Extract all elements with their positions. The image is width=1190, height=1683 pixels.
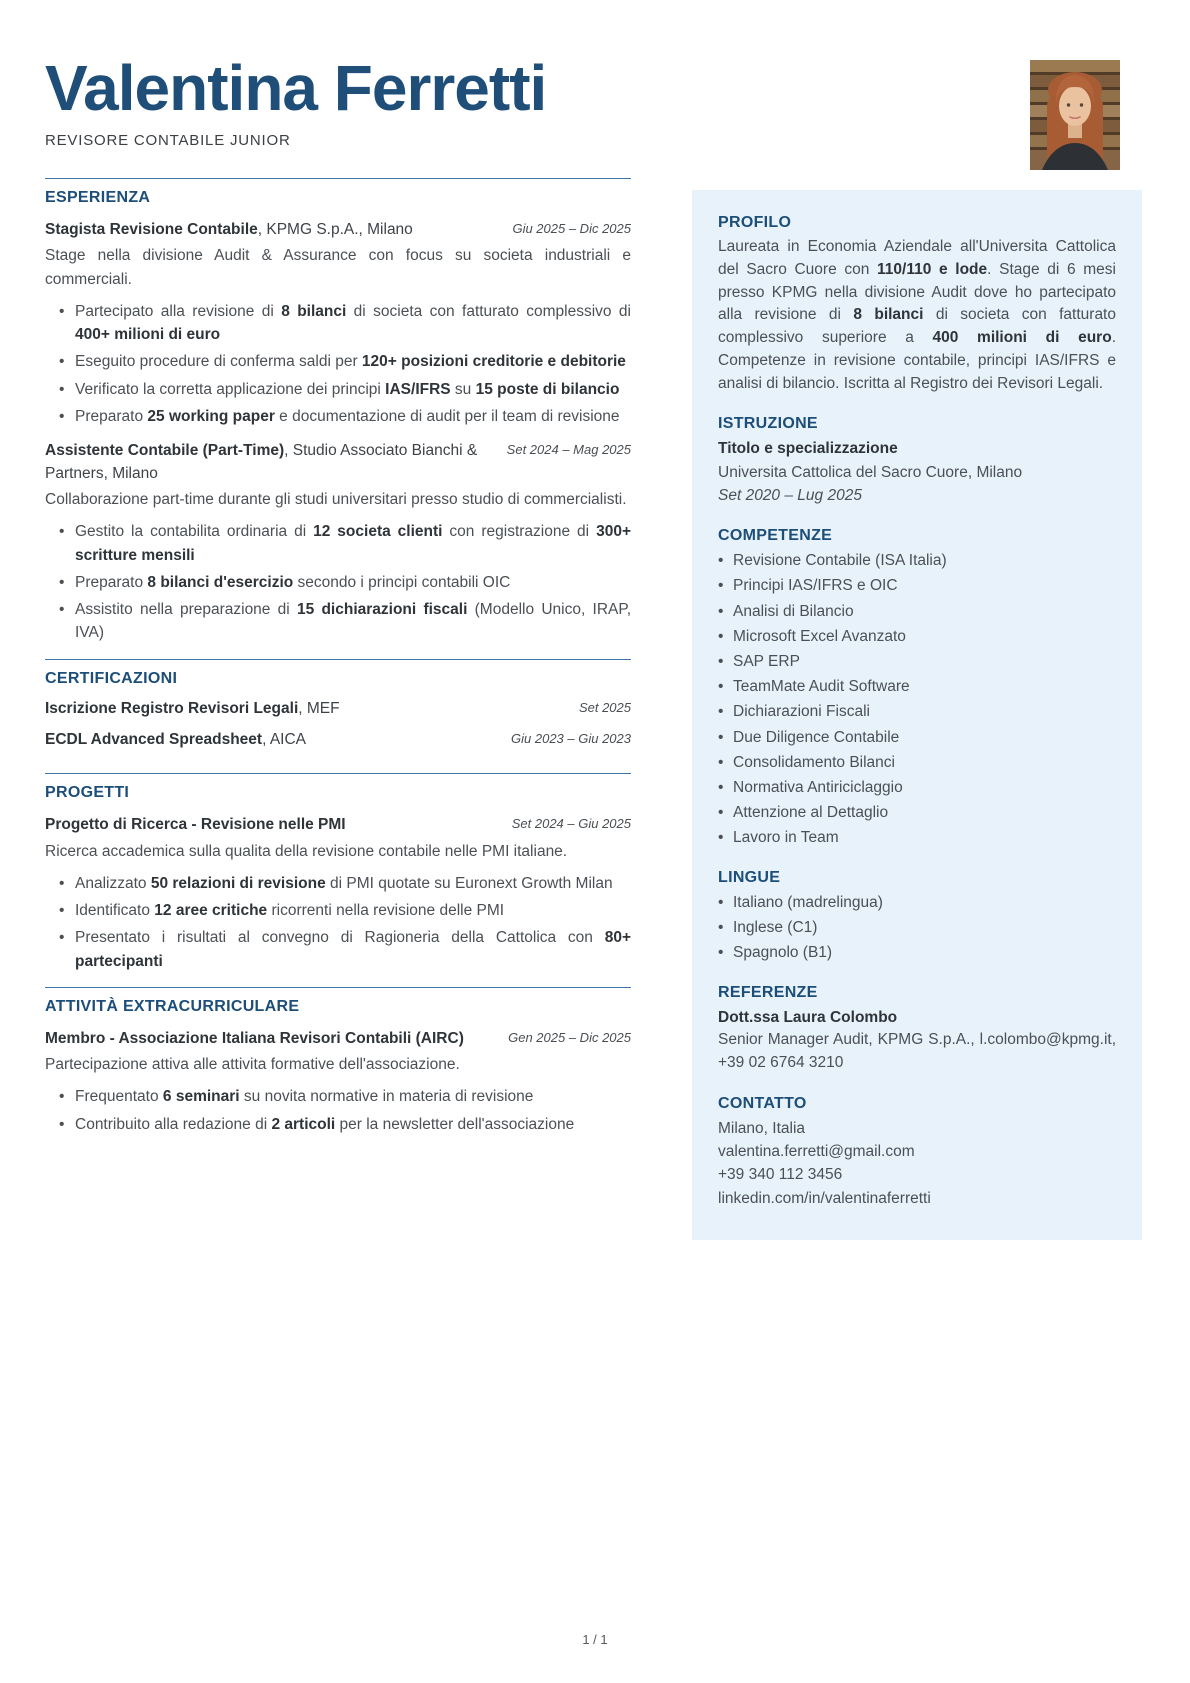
- section-projects: [45, 784, 631, 973]
- highlight-text: 8 bilanci: [281, 302, 347, 320]
- skill-item: • SAP ERP: [718, 651, 1116, 673]
- entry-title: [45, 1028, 494, 1050]
- header: [45, 52, 745, 150]
- entry-dates: Gen 2025 – Dic 2025: [508, 1029, 631, 1045]
- divider: [45, 659, 631, 660]
- experience-entry: [45, 219, 631, 428]
- section-experience: [45, 189, 631, 645]
- text-segment: Laureata in Economia Aziendale all'Universita Cattolica del Sacro Cuore con: [718, 238, 1116, 278]
- entry-description: Partecipazione attiva alle attivita formative dell'associazione.: [45, 1056, 460, 1074]
- skill-item: • Consolidamento Bilanci: [718, 752, 1116, 774]
- sidebar: [692, 190, 1142, 1240]
- skill-item: • Principi IAS/IFRS e OIC: [718, 575, 1116, 597]
- highlight-text: 25 working paper: [147, 407, 275, 425]
- reference-detail: Senior Manager Audit, KPMG S.p.A., l.colombo@kpmg.it, +39 02 6764 3210: [718, 1031, 1116, 1072]
- entry-dates: Giu 2025 – Dic 2025: [512, 221, 631, 236]
- text-segment: su: [450, 380, 476, 398]
- education-dates: Set 2020 – Lug 2025: [718, 486, 862, 504]
- membership-title: Membro - Associazione Italiana Revisori Contabili (AIRC): [45, 1029, 464, 1047]
- section-heading-profile: PROFILO: [718, 214, 792, 231]
- text-segment: su novita normative in materia di revisione: [239, 1088, 534, 1106]
- company-location: , KPMG S.p.A., Milano: [257, 221, 413, 238]
- text-segment: ricorrenti nella revisione delle PMI: [267, 902, 505, 919]
- project-bullet: [59, 926, 631, 973]
- sidebar-section-contact: [718, 1095, 1116, 1210]
- entry-description: Collaborazione part-time durante gli studi universitari presso studio di commercialisti.: [45, 491, 627, 509]
- language-item: • Spagnolo (B1): [718, 942, 1116, 964]
- extracurricular-bullet: [59, 1085, 631, 1108]
- divider: [45, 178, 631, 179]
- text-segment: di societa con fatturato complessivo di: [346, 302, 631, 320]
- project-bullet: [59, 899, 631, 922]
- entry-header: [45, 219, 631, 241]
- text-segment: Analizzato: [75, 874, 151, 892]
- entry-bullet-list: [59, 520, 631, 644]
- highlight-text: 300+ scritture mensili: [75, 523, 631, 564]
- text-segment: con registrazione di: [442, 523, 597, 541]
- section-heading-education: ISTRUZIONE: [718, 415, 818, 433]
- experience-bullet: [59, 378, 631, 401]
- entry-title: [45, 219, 498, 241]
- sidebar-section-skills: [718, 527, 1116, 849]
- experience-bullet: [59, 350, 631, 373]
- highlight-text: 15 dichiarazioni fiscali: [296, 601, 468, 619]
- language-item: • Inglese (C1): [718, 917, 1116, 939]
- job-title: REVISORE CONTABILE JUNIOR: [45, 132, 291, 150]
- text-segment: Preparato: [75, 573, 148, 591]
- page-number: 1 / 1: [582, 1632, 608, 1647]
- certification-issuer: , MEF: [298, 699, 340, 717]
- language-item: • Italiano (madrelingua): [718, 892, 1116, 914]
- experience-bullet: [59, 300, 631, 347]
- skill-item: • Due Diligence Contabile: [718, 727, 1116, 749]
- project-entry: [45, 814, 631, 973]
- extracurricular-entry: [45, 1028, 631, 1136]
- certification-name: ECDL Advanced Spreadsheet: [45, 731, 263, 749]
- highlight-text: 12 societa clienti: [313, 523, 443, 541]
- highlight-text: 400+ milioni di euro: [75, 326, 221, 344]
- text-segment: Partecipato alla revisione di: [75, 302, 282, 320]
- text-segment: Verificato la corretta applicazione dei principi: [75, 380, 386, 398]
- entry-title: [45, 440, 493, 485]
- certification-row: [45, 729, 631, 751]
- entry-header: [45, 814, 631, 836]
- skill-item: • Dichiarazioni Fiscali: [718, 701, 1116, 723]
- text-segment: . Stage di 6 mesi presso KPMG nella divisione Audit dove ho partecipato alla revisione di: [718, 260, 1116, 324]
- entry-bullet-list: [59, 872, 631, 973]
- contact-linkedin: linkedin.com/in/valentinaferretti: [718, 1189, 931, 1207]
- section-heading-projects: PROGETTI: [45, 784, 130, 802]
- section-heading-certifications: CERTIFICAZIONI: [45, 669, 178, 687]
- languages-list: [718, 892, 1116, 964]
- skill-item: • Revisione Contabile (ISA Italia): [718, 550, 1116, 572]
- section-heading-experience: ESPERIENZA: [45, 189, 151, 206]
- highlight-text: 15 poste di bilancio: [475, 380, 620, 398]
- section-heading-extracurricular: ATTIVITÀ EXTRACURRICULARE: [45, 997, 300, 1015]
- skills-list: [718, 550, 1116, 849]
- section-heading-languages: LINGUE: [718, 868, 781, 886]
- text-segment: Assistito nella preparazione di: [75, 601, 297, 619]
- text-segment: e documentazione di audit per il team di revisione: [274, 407, 620, 425]
- position-title: Assistente Contabile (Part-Time): [45, 442, 285, 460]
- divider: [45, 987, 631, 988]
- profile-text: [718, 236, 1116, 395]
- experience-bullet: [59, 598, 631, 645]
- certification-name: Iscrizione Registro Revisori Legali: [45, 699, 299, 717]
- school-name: Universita Cattolica del Sacro Cuore, Milano: [718, 463, 1023, 481]
- experience-bullet: [59, 520, 631, 567]
- entry-bullet-list: [59, 300, 631, 428]
- person-name: Valentina Ferretti: [45, 52, 547, 124]
- text-segment: Frequentato: [75, 1088, 163, 1106]
- certification-issuer: , AICA: [262, 731, 307, 749]
- entry-dates: Set 2024 – Giu 2025: [511, 816, 631, 832]
- certification-row: [45, 698, 631, 720]
- profile-photo: [1030, 60, 1120, 170]
- section-heading-contact: CONTATTO: [718, 1094, 807, 1112]
- contact-location: Milano, Italia: [718, 1119, 806, 1137]
- skill-item: • Lavoro in Team: [718, 827, 1116, 849]
- entry-dates: Set 2024 – Mag 2025: [506, 442, 631, 458]
- highlight-text: 6 seminari: [162, 1088, 240, 1106]
- degree-title: Titolo e specializzazione: [718, 440, 898, 458]
- text-segment: . Competenze in revisione contabile, principi IAS/IFRS e analisi di bilancio. Iscritta al Registro dei Revisori Legali.: [718, 329, 1116, 392]
- divider: [45, 773, 631, 774]
- highlight-text: 80+ partecipanti: [75, 929, 631, 970]
- highlight-text: 400 milioni di euro: [932, 329, 1112, 347]
- text-segment: Presentato i risultati al convegno di Ragioneria della Cattolica con: [75, 929, 605, 947]
- contact-email: valentina.ferretti@gmail.com: [718, 1143, 915, 1161]
- project-bullet: [59, 872, 631, 895]
- certification-date: Set 2025: [578, 699, 631, 715]
- highlight-text: 110/110 e lode: [877, 260, 988, 278]
- experience-bullet: [59, 571, 631, 594]
- skill-item: • TeamMate Audit Software: [718, 676, 1116, 698]
- experience-bullet: [59, 405, 631, 428]
- text-segment: Gestito la contabilita ordinaria di: [75, 523, 314, 541]
- reference-name: Dott.ssa Laura Colombo: [718, 1009, 898, 1027]
- text-segment: Contribuito alla redazione di: [75, 1115, 272, 1133]
- text-segment: Identificato: [75, 902, 155, 919]
- sidebar-section-languages: [718, 869, 1116, 964]
- text-segment: per la newsletter dell'associazione: [335, 1115, 575, 1133]
- entry-description: Stage nella divisione Audit & Assurance con focus su societa industriali e commerciali.: [45, 247, 631, 288]
- position-title: Stagista Revisione Contabile: [45, 221, 258, 238]
- highlight-text: 50 relazioni di revisione: [150, 874, 326, 892]
- entry-description: Ricerca accademica sulla qualita della revisione contabile nelle PMI italiane.: [45, 842, 568, 860]
- highlight-text: 120+ posizioni creditorie e debitorie: [361, 353, 626, 371]
- highlight-text: 2 articoli: [271, 1115, 336, 1133]
- highlight-text: 8 bilanci: [853, 306, 924, 324]
- highlight-text: 8 bilanci d'esercizio: [147, 573, 294, 591]
- project-title: Progetto di Ricerca - Revisione nelle PMI: [45, 816, 346, 834]
- entry-title: [45, 814, 498, 836]
- certification-date: Giu 2023 – Giu 2023: [511, 731, 631, 747]
- skill-item: • Analisi di Bilancio: [718, 601, 1116, 623]
- sidebar-section-education: [718, 415, 1116, 507]
- experience-entry: [45, 440, 631, 644]
- highlight-text: 12 aree critiche: [154, 902, 268, 919]
- skill-item: • Normativa Antiriciclaggio: [718, 777, 1116, 799]
- section-heading-references: REFERENZE: [718, 984, 818, 1002]
- section-extracurricular: [45, 998, 631, 1136]
- certification-title: [45, 729, 497, 751]
- company-location: , Studio Associato Bianchi & Partners, Milano: [45, 442, 478, 482]
- main-column: [45, 178, 631, 1150]
- section-heading-skills: COMPETENZE: [718, 527, 833, 545]
- section-certifications: [45, 670, 631, 759]
- extracurricular-bullet: [59, 1113, 631, 1136]
- sidebar-section-references: [718, 984, 1116, 1075]
- skill-item: • Microsoft Excel Avanzato: [718, 626, 1116, 648]
- text-segment: di PMI quotate su Euronext Growth Milan: [325, 874, 613, 892]
- sidebar-section-profile: [718, 214, 1116, 395]
- certification-title: [45, 698, 565, 720]
- portrait-illustration: [1030, 60, 1120, 170]
- entry-header: [45, 440, 631, 485]
- skill-item: • Attenzione al Dettaglio: [718, 802, 1116, 824]
- text-segment: Preparato: [75, 407, 148, 425]
- text-segment: di societa con fatturato complessivo superiore a: [718, 306, 1116, 347]
- contact-phone: +39 340 112 3456: [718, 1166, 843, 1184]
- text-segment: secondo i principi contabili OIC: [293, 573, 511, 591]
- text-segment: Eseguito procedure di conferma saldi per: [75, 353, 362, 371]
- text-segment: (Modello Unico, IRAP, IVA): [75, 601, 631, 642]
- entry-header: [45, 1028, 631, 1050]
- highlight-text: IAS/IFRS: [385, 380, 451, 398]
- entry-bullet-list: [59, 1085, 631, 1136]
